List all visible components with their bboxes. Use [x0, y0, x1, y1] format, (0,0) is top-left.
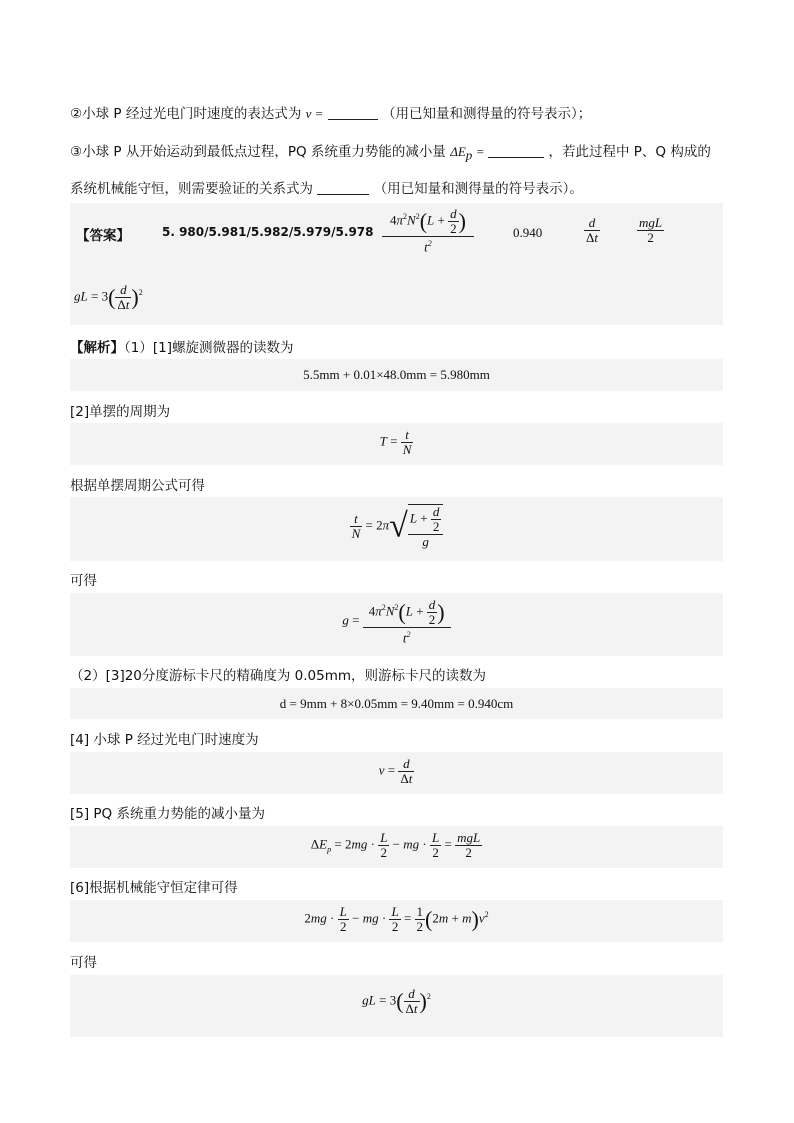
equation-box-1: [70, 359, 723, 391]
answer-blank: [488, 143, 544, 158]
answer-blank: [317, 180, 369, 195]
equation-gravity: g = $4\pi^2N^2(L$ + $\frac{d}{2}$ ) $t^2$: [70, 598, 723, 645]
analysis-step-2: [2]单摆的周期为: [70, 404, 171, 420]
question-3-line2: 系统机械能守恒，则需要验证的关系式为 （用已知量和测得量的符号表示）。: [70, 181, 583, 197]
analysis-step-5: [5] PQ 系统重力势能的减小量为: [70, 806, 265, 822]
analysis-step-1: 【解析】（1）[1]螺旋测微器的读数为: [70, 340, 294, 356]
analysis-step-6: [6]根据机械能守恒定律可得: [70, 880, 238, 896]
answer-label: 【答案】: [76, 228, 130, 244]
equation-caliper: d = 9mm + 8×0.05mm = 9.40mm = 0.940cm: [279, 696, 514, 711]
answer-formula-v: $\frac{d}{\Delta t}$: [586, 215, 598, 245]
equation-box-4: [70, 593, 723, 656]
question-3: ③小球 P 从开始运动到最低点过程，PQ 系统重力势能的减小量 $\Delta E_p$ = ，若此过程中 P、Q 构成的: [70, 144, 711, 163]
equation-micrometer: 5.5mm + 0.01×48.0mm = 5.980mm: [303, 367, 490, 382]
analysis-step-6b: 可得: [70, 955, 97, 971]
equation-velocity: v = $\frac{d}{\Delta t}$: [378, 756, 413, 786]
equation-box-7: [70, 826, 723, 868]
analysis-step-2c: 可得: [70, 573, 97, 589]
answer-formula-g: $4\pi^2N^2(L$ + $\frac{d}{2}$ ) $t^2$: [382, 207, 474, 254]
equation-energy-conservation: 2mg · $\frac{L}{2}$ − mg · $\frac{L}{2}$ = $\frac{1}{2}$ $(2m + m)v^2$: [304, 904, 489, 934]
equation-box-6: [70, 752, 723, 794]
equation-period: T = $\frac{t}{N}$: [379, 427, 412, 457]
analysis-step-2b: 根据单摆周期公式可得: [70, 478, 205, 494]
equation-pendulum: $\frac{t}{N}$ = 2π√ L + $\frac{d}{2}$ g: [70, 504, 723, 549]
equation-box-5: [70, 688, 723, 719]
answer-blank: [328, 105, 378, 120]
answer-value-1: 5. 980/5.981/5.982/5.979/5.978: [162, 225, 374, 239]
equation-box-2: [70, 423, 723, 465]
equation-box-8: [70, 900, 723, 942]
question-2: ②小球 P 经过光电门时速度的表达式为 v = （用已知量和测得量的符号表示）；: [70, 106, 592, 122]
answer-formula-relation: gL = 3( $\frac{d}{\Delta t}$ )$^2$: [74, 282, 143, 312]
answer-box: [70, 203, 723, 325]
equation-final-relation: gL = 3( $\frac{d}{\Delta t}$ )$^2$: [362, 986, 431, 1016]
analysis-step-4: [4] 小球 P 经过光电门时速度为: [70, 732, 259, 748]
analysis-step-3: （2）[3]20分度游标卡尺的精确度为 0.05mm，则游标卡尺的读数为: [70, 668, 487, 684]
equation-potential-energy: $\Delta E_p = 2mg$ · $\frac{L}{2}$ − mg · $\frac{L}{2}$ = $\frac{\text{mgL}}{2}$: [310, 830, 481, 860]
equation-box-3: [70, 497, 723, 561]
equation-box-9: [70, 975, 723, 1037]
answer-value-3: 0.940: [513, 225, 543, 240]
answer-formula-energy: $\frac{\text{mgL}}{2}$: [639, 215, 663, 245]
